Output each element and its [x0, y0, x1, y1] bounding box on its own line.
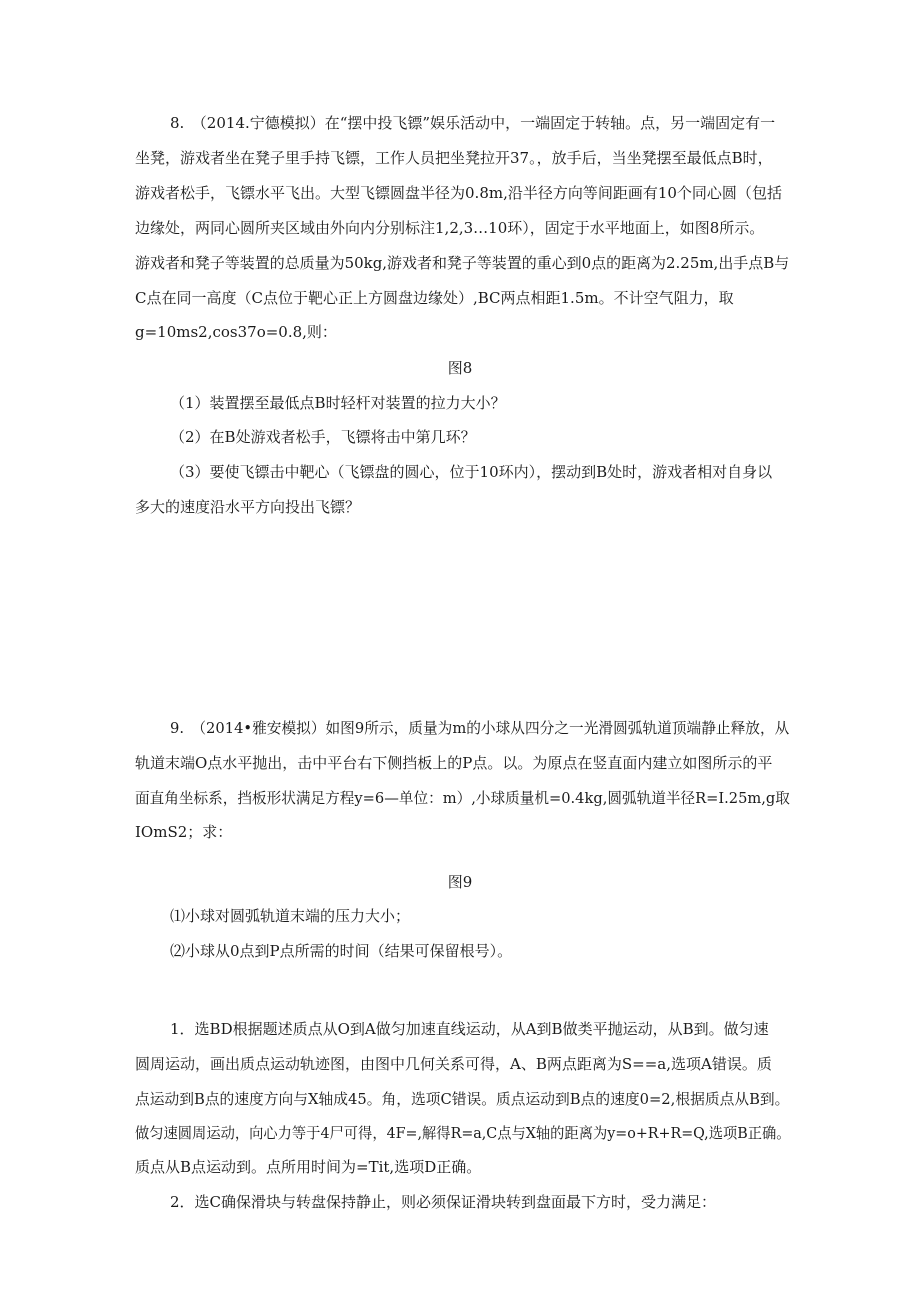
q8-sub-4 — [0, 490, 920, 524]
q9-sub-1-text: ⑴小球对圆弧轨道末端的压力大小； — [170, 907, 411, 925]
figure-9-label — [0, 865, 920, 899]
q9-sub-2-text: ⑵小球从0点到P点所需的时间（结果可保留根号）。 — [170, 942, 513, 960]
q8-sub-2-text: （2）在B处游戏者松手，飞镖将击中第几环？ — [170, 428, 476, 446]
answer-text-6: 2．选C确保滑块与转盘保持静止，则必须保证滑块转到盘面最下方时，受力满足： — [170, 1193, 717, 1211]
figure-8-caption: 图8 — [447, 359, 473, 377]
q8-text-2: 坐凳，游戏者坐在凳子里手持飞镖，工作人员把坐凳拉开37。，放手后，当坐凳摆至最低点B时， — [135, 149, 773, 167]
q8-sub-3 — [0, 455, 920, 489]
q8-sub-1 — [0, 386, 920, 420]
q9-line-1 — [0, 711, 920, 745]
q8-text-6: C点在同一高度（C点位于靶心正上方圆盘边缘处）,BC两点相距1.5m。不计空气阻力，取 — [135, 289, 734, 307]
answer-text-1: 1．选BD根据题述质点从O到A做匀加速直线运动，从A到B做类平抛运动，从B到。做匀速 — [170, 1020, 769, 1038]
q9-sub-1 — [0, 899, 920, 933]
q8-line-3 — [0, 176, 920, 210]
q9-line-2 — [0, 746, 920, 780]
q8-line-7 — [0, 315, 920, 349]
answer-line-4 — [0, 1116, 920, 1150]
q9-line-4 — [0, 815, 920, 849]
q8-text-7: g=10ms2,cos37o=0.8,则： — [135, 323, 337, 341]
q8-sub-1-text: （1）装置摆至最低点B时轻杆对装置的拉力大小？ — [170, 394, 506, 412]
q8-text-1: 8. （2014.宁德模拟）在“摆中投飞镖”娱乐活动中，一端固定于转轴。点，另一端固定有一 — [170, 114, 776, 132]
q8-sub-2 — [0, 420, 920, 454]
q8-text-3: 游戏者松手，飞镖水平飞出。大型飞镖圆盘半径为0.8m,沿半径方向等间距画有10个同心圆（包括 — [135, 184, 782, 202]
q9-line-3 — [0, 781, 920, 815]
q8-line-6 — [0, 281, 920, 315]
q9-text-1: 9. （2014•雅安模拟）如图9所示，质量为m的小球从四分之一光滑圆弧轨道顶端静止释放，从 — [170, 719, 790, 737]
answer-text-2: 圆周运动，画出质点运动轨迹图，由图中几何关系可得，A、B两点距离为S==a,选项A错误。质 — [135, 1055, 772, 1073]
answer-text-3: 点运动到B点的速度方向与X轴成45。角，选项C错误。质点运动到B点的速度0=2,根据质点从B到。 — [135, 1090, 790, 1108]
q9-sub-2 — [0, 934, 920, 968]
answer-line-1 — [0, 1012, 920, 1046]
q8-text-4: 边缘处，两同心圆所夹区域由外向内分别标注1,2,3…10环），固定于水平地面上，如图8所示。 — [135, 219, 765, 237]
q8-line-5 — [0, 246, 920, 280]
q8-line-4 — [0, 211, 920, 245]
answer-line-6 — [0, 1185, 920, 1219]
answer-text-5: 质点从B点运动到。点所用时间为=Tit,选项D正确。 — [135, 1158, 482, 1176]
answer-line-5 — [0, 1150, 920, 1184]
q9-text-4: IOmS2；求： — [135, 823, 233, 841]
figure-9-caption: 图9 — [447, 873, 473, 891]
q8-sub-3-text: （3）要使飞镖击中靶心（飞镖盘的圆心，位于10环内），摆动到B处时，游戏者相对自身以 — [170, 463, 773, 481]
q8-line-1 — [0, 106, 920, 140]
figure-8-label — [0, 351, 920, 385]
q9-text-3: 面直角坐标系，挡板形状满足方程y=6—单位：m）,小球质量机=0.4kg,圆弧轨道半径R=I.25m,g取 — [135, 789, 790, 807]
answer-line-2 — [0, 1047, 920, 1081]
q8-text-5: 游戏者和凳子等装置的总质量为50kg,游戏者和凳子等装置的重心到0点的距离为2.25m,出手点B与 — [135, 254, 790, 272]
q9-text-2: 轨道末端O点水平抛出，击中平台右下侧挡板上的P点。以。为原点在竖直面内建立如图所示的平 — [135, 754, 773, 772]
q8-line-2 — [0, 141, 920, 175]
answer-line-3 — [0, 1082, 920, 1116]
answer-text-4: 做匀速圆周运动，向心力等于4尸可得，4F=,解得R=a,C点与X轴的距离为y=o+R+R=Q,选项B正确。 — [135, 1124, 791, 1142]
q8-sub-4-text: 多大的速度沿水平方向投出飞镖？ — [135, 498, 361, 516]
